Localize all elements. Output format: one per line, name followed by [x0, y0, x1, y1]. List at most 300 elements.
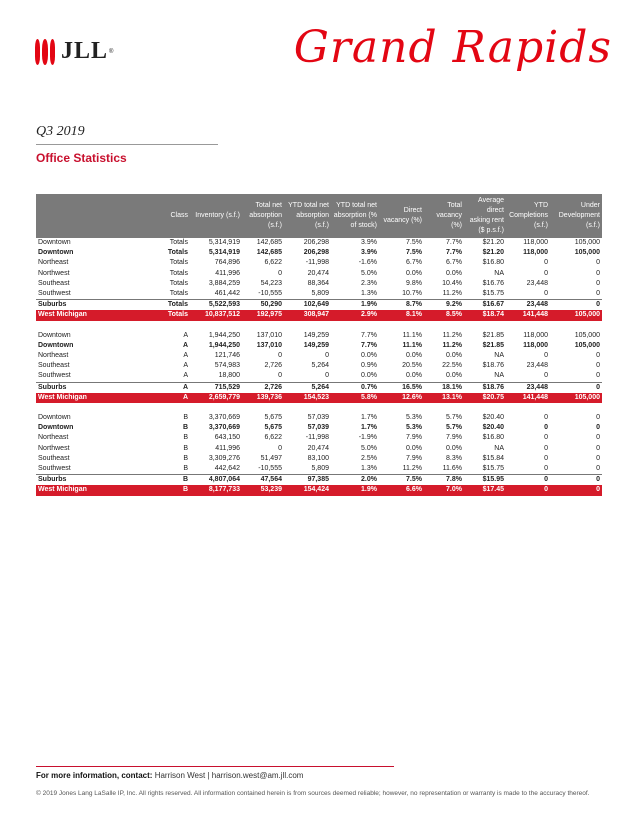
table-cell: 7.5%	[406, 249, 422, 257]
table-row	[36, 248, 602, 258]
table-cell: 0	[325, 372, 329, 380]
submarket-cell: Downtown	[38, 239, 71, 246]
table-cell: 8.1%	[379, 310, 424, 320]
submarket-cell: West Michigan	[36, 393, 118, 403]
table-cell: -1.6%	[358, 259, 377, 267]
table-cell: 105,000	[574, 239, 600, 246]
table-cell: 18.1%	[424, 382, 464, 393]
table-cell: 142,685	[256, 249, 282, 257]
table-cell: Totals	[118, 310, 190, 320]
submarket-cell: Northeast	[38, 352, 69, 360]
table-cell: 0	[506, 475, 550, 486]
table-cell: 0	[544, 352, 548, 360]
table-cell: 5.3%	[406, 414, 422, 422]
table-cell: 5,314,919	[208, 249, 240, 257]
table-cell: B	[183, 444, 188, 452]
table-cell: $21.20	[482, 249, 504, 257]
table-cell: 141,448	[506, 310, 550, 320]
table-cell: A	[183, 352, 188, 360]
table-cell: $15.84	[482, 454, 504, 462]
table-cell: 154,523	[284, 393, 331, 403]
table-cell: 442,642	[214, 465, 240, 473]
table-cell: 6,622	[264, 434, 282, 442]
table-cell: B	[183, 454, 188, 462]
brand-name: JLL	[61, 38, 109, 64]
submarket-cell: West Michigan	[36, 310, 118, 320]
table-cell: 5,675	[264, 414, 282, 422]
table-cell: 7.7%	[446, 249, 462, 257]
table-cell: 206,298	[303, 239, 329, 246]
table-cell: 0.0%	[446, 372, 462, 380]
table-row	[36, 269, 602, 279]
table-cell: 20,474	[307, 444, 329, 452]
table-cell: 16.5%	[379, 382, 424, 393]
table-cell: 57,039	[307, 424, 329, 432]
table-cell: 0	[596, 434, 600, 442]
table-cell: -10,555	[258, 290, 282, 298]
table-cell: 97,385	[284, 475, 331, 486]
table-cell: 6.7%	[446, 259, 462, 267]
jll-logo-mark	[35, 39, 55, 65]
table-row	[36, 423, 602, 433]
column-header: Under Development (s.f.)	[558, 202, 600, 229]
table-cell: 23,448	[526, 279, 548, 287]
table-cell: 23,448	[526, 362, 548, 370]
table-cell: A	[182, 341, 188, 349]
table-cell: 0	[596, 259, 600, 267]
table-cell: 118,000	[523, 341, 548, 349]
table-cell: 0	[596, 352, 600, 360]
table-cell: 11.1%	[402, 341, 422, 349]
table-row	[36, 238, 602, 248]
table-cell: Totals	[169, 239, 188, 246]
submarket-cell: Northeast	[38, 259, 69, 267]
table-cell: 105,000	[550, 393, 602, 403]
table-cell: 137,010	[256, 341, 282, 349]
table-cell: -10,555	[258, 465, 282, 473]
column-header: Direct vacancy (%)	[383, 207, 422, 224]
city-title: Grand Rapids	[293, 22, 612, 73]
column-header: YTD total net absorption (% of stock)	[333, 202, 377, 229]
table-cell: 192,975	[242, 310, 284, 320]
table-cell: 7.9%	[406, 434, 422, 442]
column-header: YTD Completions (s.f.)	[509, 202, 548, 229]
column-header: Total vacancy (%)	[436, 202, 462, 229]
table-cell: 3,370,669	[208, 424, 240, 432]
table-cell: 2.0%	[331, 475, 379, 486]
table-cell: 0.0%	[446, 269, 462, 277]
table-row	[36, 433, 602, 443]
table-cell: NA	[494, 444, 504, 452]
table-cell: 88,364	[307, 279, 329, 287]
table-cell: $21.85	[482, 331, 504, 339]
table-cell: 0	[550, 300, 602, 311]
table-cell: 0	[278, 372, 282, 380]
table-row	[36, 382, 602, 393]
table-cell: 10.7%	[402, 290, 422, 298]
table-cell: 5.7%	[446, 414, 462, 422]
column-header: Class	[170, 212, 188, 219]
submarket-cell: Downtown	[38, 331, 71, 339]
table-cell: 0	[596, 414, 600, 422]
table-cell: 53,239	[242, 485, 284, 495]
table-cell: 0	[544, 434, 548, 442]
table-cell: 3,884,259	[208, 279, 240, 287]
table-cell: 11.2%	[442, 290, 462, 298]
contact-label: For more information, contact:	[36, 771, 153, 780]
table-cell: 0	[544, 290, 548, 298]
table-cell: 8.3%	[446, 454, 462, 462]
table-cell: 8,177,733	[190, 485, 242, 495]
table-cell: 1.7%	[361, 414, 377, 422]
table-cell: 105,000	[550, 310, 602, 320]
submarket-cell: Southwest	[38, 465, 71, 473]
office-statistics-table-wrap	[36, 194, 602, 496]
table-cell: 461,442	[214, 290, 240, 298]
table-cell: 47,564	[242, 475, 284, 486]
table-cell: 6.6%	[379, 485, 424, 495]
column-header: Inventory (s.f.)	[195, 212, 240, 219]
table-cell: B	[183, 414, 188, 422]
table-cell: -1.9%	[358, 434, 377, 442]
table-cell: 0	[596, 454, 600, 462]
table-cell: 1,944,250	[208, 341, 240, 349]
submarket-cell: Southeast	[38, 279, 70, 287]
table-cell: 0	[596, 424, 600, 432]
table-cell: 1.3%	[361, 465, 377, 473]
table-cell: 6.7%	[406, 259, 422, 267]
table-cell: 1.9%	[331, 485, 379, 495]
table-cell: 0.0%	[446, 444, 462, 452]
table-cell: 411,996	[215, 444, 240, 452]
submarket-cell: Downtown	[38, 424, 74, 432]
copyright-text: © 2019 Jones Lang LaSalle IP, Inc. All rights reserved. All information contained herein is from sources deemed reliable; however, no representation or warranty is made to the accuracy thereof.	[36, 790, 590, 797]
table-cell: 1.7%	[361, 424, 377, 432]
table-cell: 0.0%	[406, 444, 422, 452]
table-cell: 118,000	[523, 239, 548, 246]
table-cell: 5,809	[311, 290, 329, 298]
table-row	[36, 475, 602, 486]
table-cell: 9.8%	[406, 279, 422, 287]
table-cell: 2.3%	[361, 279, 377, 287]
table-cell: B	[183, 434, 188, 442]
table-cell: 0	[278, 444, 282, 452]
table-cell: B	[118, 475, 190, 486]
table-cell: 643,150	[214, 434, 240, 442]
table-cell: 23,448	[506, 300, 550, 311]
table-cell: 118,000	[523, 331, 548, 339]
column-header: YTD total net absorption (s.f.)	[288, 202, 329, 229]
table-cell: 7.7%	[361, 331, 377, 339]
table-cell: 7.5%	[406, 239, 422, 246]
group-spacer	[36, 321, 602, 331]
table-row-west-michigan	[36, 485, 602, 495]
table-body	[36, 238, 602, 496]
table-cell: A	[183, 331, 188, 339]
column-header	[36, 194, 118, 238]
table-cell: 3.9%	[361, 239, 377, 246]
submarket-cell: Suburbs	[36, 475, 118, 486]
table-cell: 1.3%	[361, 290, 377, 298]
table-cell: 23,448	[506, 382, 550, 393]
table-cell: 105,000	[574, 249, 600, 257]
submarket-cell: Northwest	[38, 269, 70, 277]
table-cell: 20,474	[307, 269, 329, 277]
table-cell: 121,746	[214, 352, 240, 360]
table-cell: $16.80	[482, 434, 504, 442]
submarket-cell: Southeast	[38, 362, 70, 370]
table-cell: 7.9%	[406, 454, 422, 462]
table-cell: $18.76	[482, 362, 504, 370]
table-cell: 0.9%	[361, 362, 377, 370]
table-cell: 5,264	[284, 382, 331, 393]
table-cell: 10,837,512	[190, 310, 242, 320]
table-cell: 0	[596, 269, 600, 277]
table-cell: 0	[596, 444, 600, 452]
table-cell: 0	[544, 259, 548, 267]
table-cell: 0	[278, 269, 282, 277]
table-cell: 0	[544, 454, 548, 462]
table-cell: 149,259	[303, 341, 329, 349]
submarket-cell: Downtown	[38, 249, 74, 257]
table-cell: 9.2%	[424, 300, 464, 311]
table-cell: 7.9%	[446, 434, 462, 442]
table-cell: 105,000	[574, 331, 600, 339]
contact-value[interactable]: Harrison West | harrison.west@am.jll.com	[154, 771, 304, 780]
table-cell: 5,264	[311, 362, 329, 370]
table-row	[36, 300, 602, 311]
table-cell: Totals	[169, 259, 188, 267]
table-cell: 0	[550, 485, 602, 495]
table-cell: 0	[596, 362, 600, 370]
table-cell: B	[182, 424, 188, 432]
table-cell: 3,370,669	[208, 414, 240, 422]
table-cell: 0	[596, 372, 600, 380]
table-cell: 2,659,779	[190, 393, 242, 403]
table-cell: 11.1%	[402, 331, 422, 339]
submarket-cell: Downtown	[38, 341, 74, 349]
footer-divider	[36, 766, 394, 767]
table-cell: $21.20	[482, 239, 504, 246]
table-cell: 0	[544, 424, 548, 432]
table-cell: 0	[550, 475, 602, 486]
table-cell: 2.5%	[361, 454, 377, 462]
table-cell: 6,622	[264, 259, 282, 267]
table-cell: $20.75	[464, 393, 506, 403]
table-cell: $15.75	[482, 290, 504, 298]
table-cell: 50,290	[242, 300, 284, 311]
table-cell: 137,010	[256, 331, 282, 339]
table-cell: 7.0%	[424, 485, 464, 495]
table-cell: $17.45	[464, 485, 506, 495]
office-statistics-table	[36, 194, 602, 496]
table-cell: $15.95	[464, 475, 506, 486]
table-cell: 574,983	[214, 362, 240, 370]
table-cell: 0.0%	[446, 352, 462, 360]
submarket-cell: Southwest	[38, 290, 71, 298]
table-cell: 13.1%	[424, 393, 464, 403]
table-cell: 0.7%	[331, 382, 379, 393]
table-row	[36, 279, 602, 289]
table-row	[36, 371, 602, 382]
table-cell: $16.67	[464, 300, 506, 311]
table-row	[36, 413, 602, 423]
table-row-west-michigan	[36, 310, 602, 320]
submarket-cell: Suburbs	[36, 382, 118, 393]
table-cell: Totals	[169, 269, 188, 277]
table-cell: $20.40	[482, 414, 504, 422]
table-cell: 0	[278, 352, 282, 360]
table-cell: 0	[550, 382, 602, 393]
table-cell: 0	[325, 352, 329, 360]
table-cell: 11.6%	[442, 465, 462, 473]
table-cell: Totals	[169, 279, 188, 287]
table-cell: 7.7%	[446, 239, 462, 246]
table-cell: 149,259	[303, 331, 329, 339]
table-cell: 5.0%	[361, 269, 377, 277]
table-row	[36, 331, 602, 341]
table-cell: 5.7%	[446, 424, 462, 432]
table-cell: 5,675	[264, 424, 282, 432]
section-title: Office Statistics	[36, 151, 127, 165]
table-row	[36, 289, 602, 300]
table-cell: B	[118, 485, 190, 495]
group-spacer	[36, 403, 602, 413]
table-row	[36, 351, 602, 361]
table-cell: 764,896	[214, 259, 240, 267]
table-cell: $16.76	[482, 279, 504, 287]
table-cell: 3.9%	[361, 249, 377, 257]
table-cell: 7.7%	[361, 341, 377, 349]
table-cell: 2.9%	[331, 310, 379, 320]
table-cell: $15.75	[482, 465, 504, 473]
table-cell: 10.4%	[442, 279, 462, 287]
table-cell: 0	[596, 279, 600, 287]
table-cell: A	[118, 382, 190, 393]
table-cell: 12.6%	[379, 393, 424, 403]
table-cell: 57,039	[307, 414, 329, 422]
table-cell: $21.85	[482, 341, 504, 349]
jll-logo: JLL ®	[35, 38, 113, 65]
table-cell: 7.8%	[424, 475, 464, 486]
table-cell: Totals	[118, 300, 190, 311]
table-cell: $20.40	[482, 424, 504, 432]
table-cell: $18.74	[464, 310, 506, 320]
table-cell: Totals	[169, 290, 188, 298]
table-cell: 8.7%	[379, 300, 424, 311]
table-row	[36, 341, 602, 351]
table-cell: 1.9%	[331, 300, 379, 311]
table-cell: 102,649	[284, 300, 331, 311]
table-cell: 4,807,064	[190, 475, 242, 486]
table-cell: 0	[544, 269, 548, 277]
table-cell: 0	[596, 290, 600, 298]
table-cell: 141,448	[506, 393, 550, 403]
table-cell: 1,944,250	[208, 331, 240, 339]
table-cell: Totals	[167, 249, 188, 257]
submarket-cell: Suburbs	[36, 300, 118, 311]
table-cell: -11,998	[305, 259, 329, 267]
table-cell: 0.0%	[361, 372, 377, 380]
table-cell: 0.0%	[361, 352, 377, 360]
submarket-cell: Northwest	[38, 444, 70, 452]
table-cell: 2,726	[242, 382, 284, 393]
submarket-cell: West Michigan	[36, 485, 118, 495]
table-cell: 0.0%	[406, 372, 422, 380]
table-row-west-michigan	[36, 393, 602, 403]
table-cell: 5,522,593	[190, 300, 242, 311]
header-divider	[36, 144, 218, 145]
table-cell: NA	[494, 269, 504, 277]
table-cell: 5,314,919	[208, 239, 240, 246]
table-cell: 22.5%	[442, 362, 462, 370]
table-cell: 51,497	[260, 454, 282, 462]
table-row	[36, 464, 602, 475]
submarket-cell: Northeast	[38, 434, 69, 442]
table-cell: 0	[544, 444, 548, 452]
column-header: Total net absorption (s.f.)	[249, 202, 282, 229]
table-cell: 54,223	[260, 279, 282, 287]
table-cell: A	[118, 393, 190, 403]
table-row	[36, 444, 602, 454]
table-cell: 7.5%	[379, 475, 424, 486]
table-cell: 0.0%	[406, 352, 422, 360]
table-cell: 11.2%	[442, 341, 462, 349]
table-cell: 142,685	[256, 239, 282, 246]
table-cell: 0	[506, 485, 550, 495]
submarket-cell: Southeast	[38, 454, 70, 462]
table-cell: 0.0%	[406, 269, 422, 277]
table-cell: NA	[494, 352, 504, 360]
table-cell: $18.76	[464, 382, 506, 393]
table-cell: 0	[544, 372, 548, 380]
table-cell: 5.8%	[331, 393, 379, 403]
table-row	[36, 258, 602, 268]
table-cell: 5.3%	[406, 424, 422, 432]
table-cell: 18,800	[218, 372, 240, 380]
contact-line	[36, 771, 303, 780]
table-cell: 83,100	[307, 454, 329, 462]
table-cell: A	[183, 372, 188, 380]
table-cell: 5.0%	[361, 444, 377, 452]
table-cell: 20.5%	[402, 362, 422, 370]
quarter-label: Q3 2019	[36, 124, 85, 139]
table-cell: 715,529	[190, 382, 242, 393]
table-cell: 3,309,276	[208, 454, 240, 462]
table-cell: 8.5%	[424, 310, 464, 320]
table-cell: B	[183, 465, 188, 473]
table-cell: NA	[494, 372, 504, 380]
table-cell: 206,298	[303, 249, 329, 257]
submarket-cell: Downtown	[38, 414, 71, 422]
table-cell: 308,947	[284, 310, 331, 320]
column-header: Average direct asking rent ($ p.s.f.)	[469, 197, 504, 234]
table-row	[36, 361, 602, 371]
table-header-row	[36, 194, 602, 238]
submarket-cell: Southwest	[38, 372, 71, 380]
table-cell: 154,424	[284, 485, 331, 495]
table-cell: 411,996	[215, 269, 240, 277]
table-cell: 0	[544, 414, 548, 422]
table-cell: 0	[544, 465, 548, 473]
table-cell: -11,998	[305, 434, 329, 442]
table-row	[36, 454, 602, 464]
table-cell: 0	[596, 465, 600, 473]
table-cell: A	[183, 362, 188, 370]
table-cell: $16.80	[482, 259, 504, 267]
table-cell: 11.2%	[402, 465, 422, 473]
table-cell: 105,000	[574, 341, 600, 349]
